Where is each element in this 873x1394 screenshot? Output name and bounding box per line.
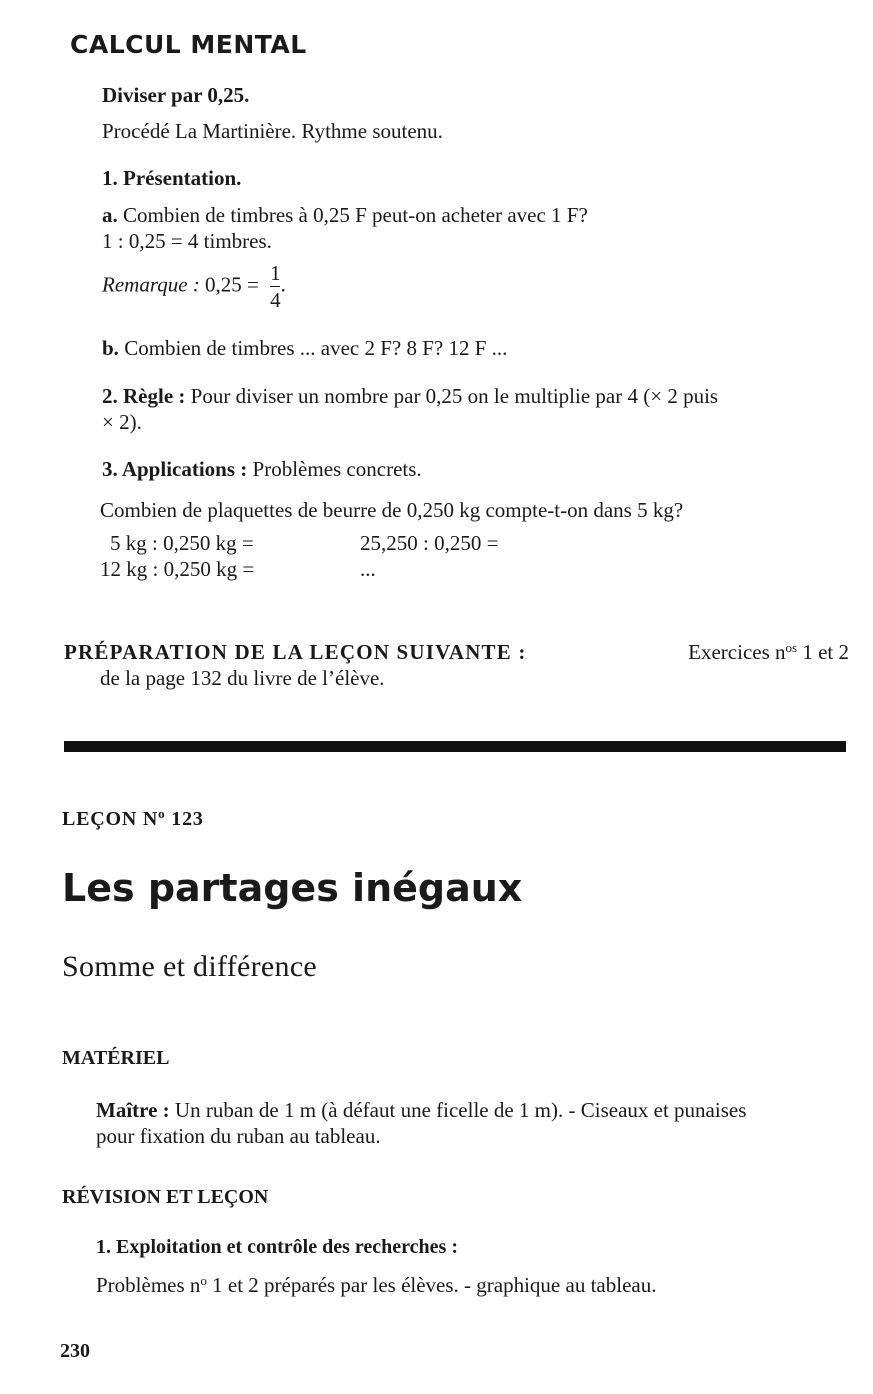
remark-value: 0,25 = xyxy=(205,272,259,297)
item-b-text: Combien de timbres ... avec 2 F? 8 F? 12 F ... xyxy=(124,336,508,360)
item-a-text: Combien de timbres à 0,25 F peut-on acheter avec 1 F? xyxy=(123,203,588,227)
preparation-label: PRÉPARATION DE LA LEÇON SUIVANTE : xyxy=(64,640,527,664)
section-heading-calcul-mental: CALCUL MENTAL xyxy=(70,30,307,59)
lesson-number: LEÇON $N^o$ 123 xyxy=(62,806,204,830)
remark-label: Remarque : xyxy=(102,272,200,297)
applications-text: Problèmes concrets. xyxy=(252,457,422,481)
calc-4: ... xyxy=(360,557,376,581)
calc-1: 5 kg : 0,250 kg = xyxy=(110,531,254,555)
question: Combien de plaquettes de beurre de 0,250 kg compte-t-on dans 5 kg? xyxy=(100,498,684,522)
materiel-line xyxy=(96,1098,746,1123)
rule-line xyxy=(102,384,718,409)
lesson-title: Les partages inégaux xyxy=(62,866,523,910)
lesson-subtitle: Somme et différence xyxy=(62,950,318,983)
section-divider xyxy=(64,741,846,752)
calcul-subtitle: Diviser par 0,25. xyxy=(102,83,250,107)
materiel-text: Un ruban de 1 m (à défaut une ficelle de 1 m). - Ciseaux et punaises xyxy=(174,1098,747,1122)
rule-label: 2. Règle : xyxy=(102,384,186,408)
preparation-line-2: de la page 132 du livre de l’élève. xyxy=(100,666,385,690)
preparation-line xyxy=(64,640,849,665)
fraction-one-quarter xyxy=(270,262,281,311)
rule-text-cont: × 2). xyxy=(102,410,142,434)
applications xyxy=(102,457,422,482)
presentation-title: 1. Présentation. xyxy=(102,166,242,190)
revision-s1-title: 1. Exploitation et contrôle des recherches : xyxy=(96,1236,458,1258)
fraction-numerator: 1 xyxy=(270,261,281,285)
item-b xyxy=(102,336,507,361)
calcul-method: Procédé La Martinière. Rythme soutenu. xyxy=(102,119,443,143)
item-a-label: a. xyxy=(102,203,118,227)
calc-2: 25,250 : 0,250 = xyxy=(360,531,499,555)
remark: Remarque : 0,25 = $\frac{1}{4}$ . xyxy=(102,261,286,312)
revision-heading: RÉVISION ET LEÇON xyxy=(62,1186,269,1208)
preparation-exercises: Exercices $n^{os}$ 1 et 2 xyxy=(688,640,849,664)
materiel-text-cont: pour fixation du ruban au tableau. xyxy=(96,1124,381,1148)
materiel-heading: MATÉRIEL xyxy=(62,1047,170,1069)
revision-s1-text: Problèmes $n^o$ 1 et 2 préparés par les élèves. - graphique au tableau. xyxy=(96,1273,657,1297)
calc-3: 12 kg : 0,250 kg = xyxy=(100,557,255,581)
fraction-bar xyxy=(270,286,280,287)
item-b-label: b. xyxy=(102,336,119,360)
fraction-denominator: 4 xyxy=(270,288,281,312)
applications-label: 3. Applications : xyxy=(102,457,248,481)
item-a-result: 1 : 0,25 = 4 timbres. xyxy=(102,229,272,253)
materiel-label: Maître : xyxy=(96,1098,170,1122)
item-a xyxy=(102,203,588,228)
page-number: 230 xyxy=(60,1340,90,1362)
rule-text: Pour diviser un nombre par 0,25 on le multiplie par 4 (× 2 puis xyxy=(190,384,719,408)
